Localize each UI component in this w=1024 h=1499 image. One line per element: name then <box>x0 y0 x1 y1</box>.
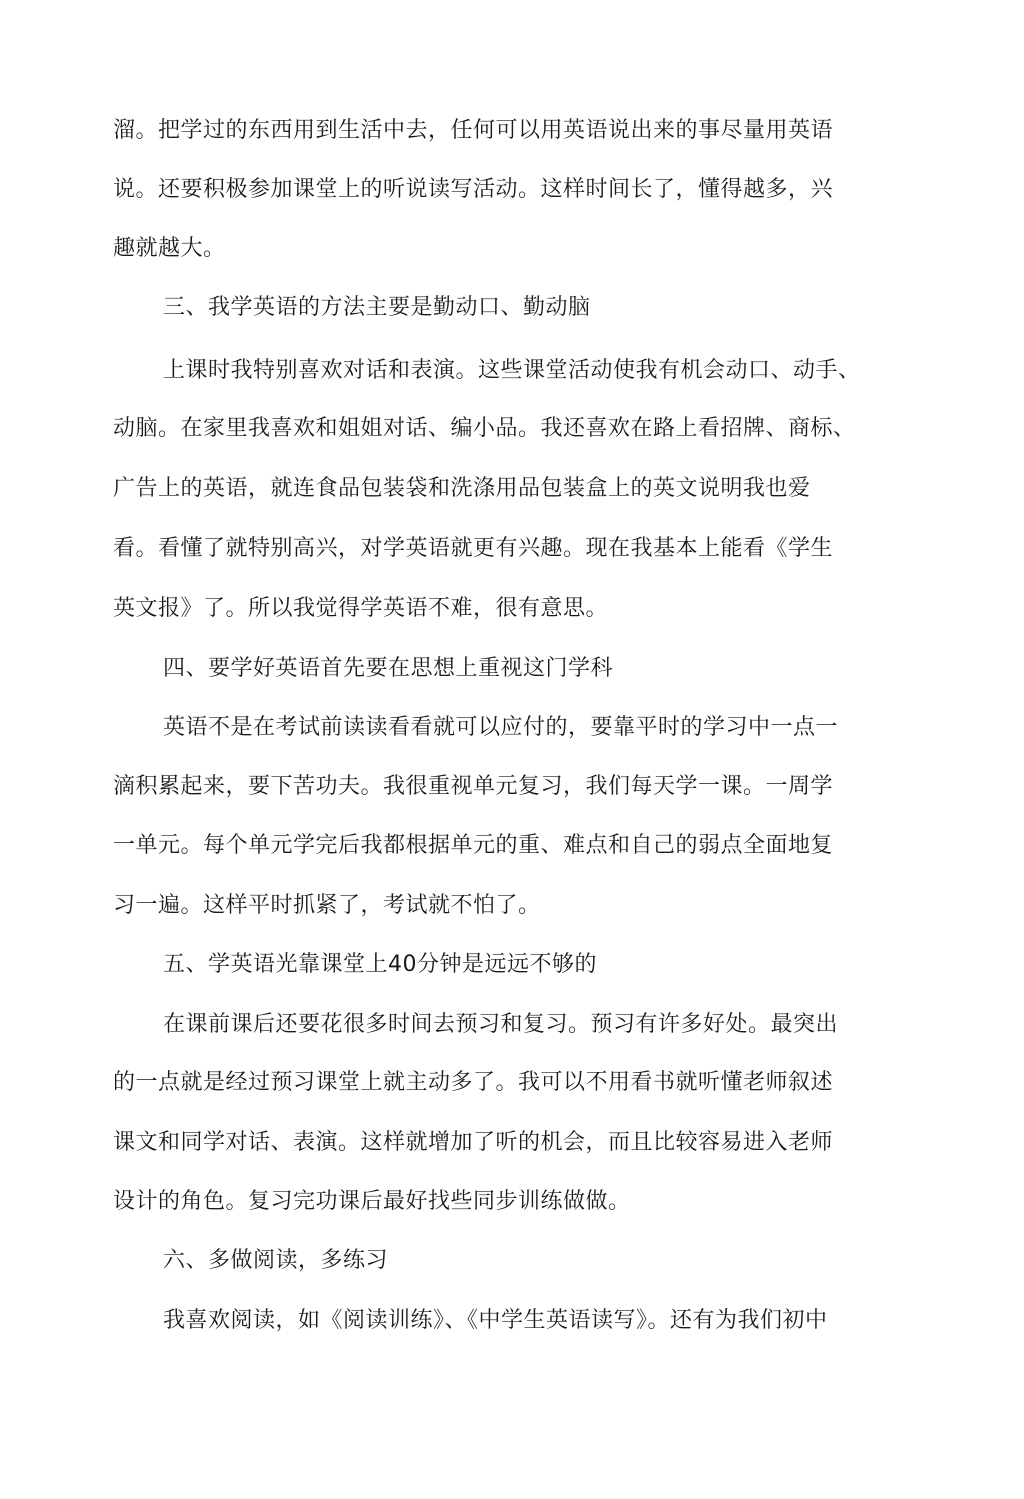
section-heading: 三、我学英语的方法主要是勤动口、勤动脑 <box>163 295 591 320</box>
text-line: 习一遍。这样平时抓紧了，考试就不怕了。 <box>113 893 541 918</box>
text-line: 设计的角色。复习完功课后最好找些同步训练做做。 <box>113 1189 631 1214</box>
text-line: 我喜欢阅读，如《阅读训练》、《中学生英语读写》。还有为我们初中 <box>163 1308 828 1333</box>
section-heading: 六、多做阅读，多练习 <box>163 1248 389 1273</box>
text-line: 英语不是在考试前读读看看就可以应付的，要靠平时的学习中一点一 <box>163 715 839 740</box>
text-line: 的一点就是经过预习课堂上就主动多了。我可以不用看书就听懂老师叙述 <box>113 1070 834 1095</box>
text-line: 在课前课后还要花很多时间去预习和复习。预习有许多好处。最突出 <box>163 1012 839 1037</box>
section-heading: 四、要学好英语首先要在思想上重视这门学科 <box>163 656 614 681</box>
text-line: 溜。把学过的东西用到生活中去，任何可以用英语说出来的事尽量用英语 <box>113 118 834 143</box>
section-heading: 五、学英语光靠课堂上40分钟是远远不够的 <box>163 952 597 977</box>
text-line: 广告上的英语，就连食品包装袋和洗涤用品包装盒上的英文说明我也爱 <box>113 476 811 501</box>
text-line: 一单元。每个单元学完后我都根据单元的重、难点和自己的弱点全面地复 <box>113 833 834 858</box>
text-line: 动脑。在家里我喜欢和姐姐对话、编小品。我还喜欢在路上看招牌、商标、 <box>113 416 856 441</box>
text-line: 课文和同学对话、表演。这样就增加了听的机会，而且比较容易进入老师 <box>113 1130 834 1155</box>
text-line: 上课时我特别喜欢对话和表演。这些课堂活动使我有机会动口、动手、 <box>163 358 861 383</box>
text-line: 英文报》了。所以我觉得学英语不难，很有意思。 <box>113 596 609 621</box>
text-line: 滴积累起来，要下苦功夫。我很重视单元复习，我们每天学一课。一周学 <box>113 774 834 799</box>
text-line: 说。还要积极参加课堂上的听说读写活动。这样时间长了，懂得越多，兴 <box>113 177 834 202</box>
text-line: 趣就越大。 <box>113 236 226 261</box>
text-line: 看。看懂了就特别高兴，对学英语就更有兴趣。现在我基本上能看《学生 <box>113 536 834 561</box>
